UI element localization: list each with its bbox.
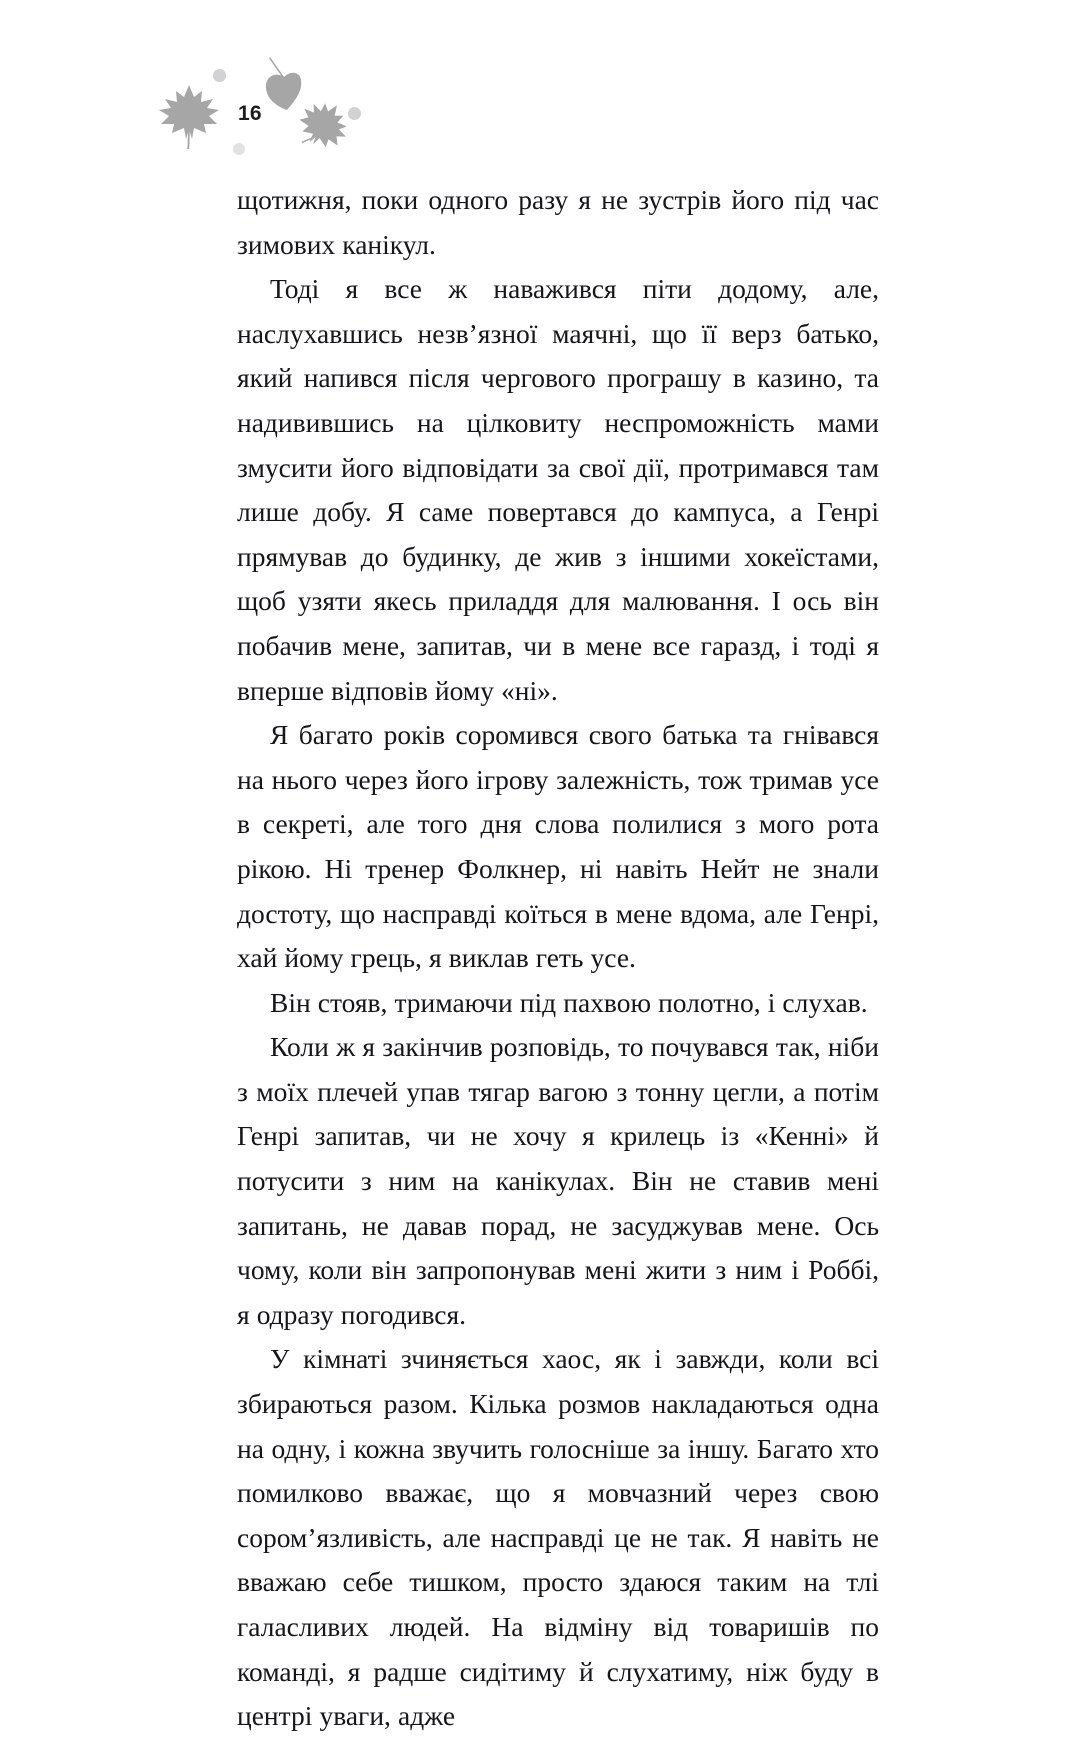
dot-top-left-icon [213, 69, 226, 82]
paragraph: Тоді я все ж наважився піти додому, але, наслухавшись незв’язної маячні, що її верз батько, який напився після чергового програшу в казино, та надивившись на цілковиту неспроможність мами змусити його відповідати за свої дії, протримався там лише добу. Я саме повертався до кампуса, а Генрі прямував до будинку, де жив з іншими хокеїстами, щоб узяти якесь приладдя для малювання. І ось він побачив мене, запитав, чи в мене все гаразд, і тоді я вперше відповів йому «ні». [237, 273, 879, 706]
maple-leaf-icon [158, 83, 220, 151]
dot-bottom-icon [233, 143, 245, 155]
body-text [237, 178, 879, 1739]
paragraph: Він стояв, тримаючи під пахвою полотно, і слухав. [270, 986, 868, 1018]
paragraph: У кімнаті зчиняється хаос, як і завжди, коли всі збираються разом. Кілька розмов накладаються одна на одну, і кожна звучить голосніше за іншу. Багато хто помилково вважає, що я мовчазний через свою сором’язливість, але насправді це не так. Я навіть не вважаю себе тишком, просто здаюся таким на тлі галасливих людей. На відміну від товаришів по команді, я радше сидітиму й слухатиму, ніж буду в центрі уваги, адже [237, 1343, 879, 1732]
maple-leaf-small-icon [292, 95, 354, 157]
paragraph: щотижня, поки одного разу я не зустрів його під час зимових канікул. [237, 184, 879, 260]
paragraph: Коли ж я закінчив розповідь, то почувався так, ніби з моїх плечей упав тягар вагою з тонну цегли, а потім Генрі запитав, чи не хочу я крилець із «Кенні» й потусити з ним на канікулах. Він не ставив мені запитань, не давав порад, не засуджував мене. Ось чому, коли він запропонував мені жити з ним і Роббі, я одразу погодився. [237, 1031, 879, 1330]
dot-right-icon [348, 107, 361, 120]
page-number: 16 [238, 102, 262, 125]
paragraph: Я багато років соромився свого батька та гнівався на нього через його ігрову залежність, тож тримав усе в секреті, але того дня слова полилися з мого рота рікою. Ні тренер Фолкнер, ні навіть Нейт не знали достоту, що насправді коїться в мене вдома, але Генрі, хай йому грець, я виклав геть усе. [237, 719, 879, 974]
page-header [150, 45, 420, 180]
